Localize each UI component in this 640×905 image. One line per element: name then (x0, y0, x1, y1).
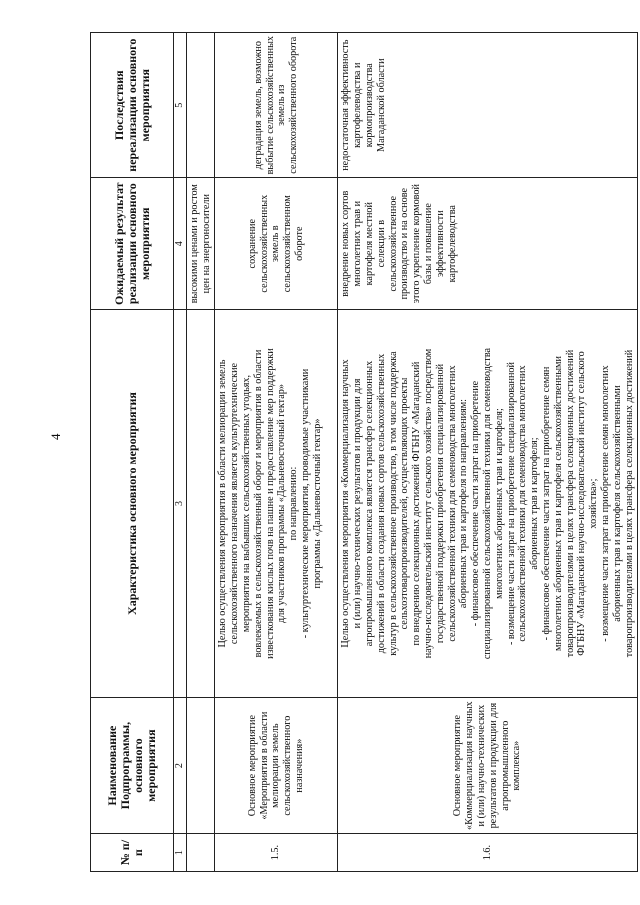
text-line: многолетних абориенных трав и картофеля сельскохозяйственными (552, 356, 564, 651)
header-expected: Ожидаемый результат реализации основного мероприятия (91, 178, 174, 310)
text-line: - культуртехнические мероприятия, проводимые участниками (299, 368, 311, 639)
cell-expected: сохранение сельскохозяйственных земель в сельскохозяйственном обороте (215, 178, 338, 310)
text-line: абориенных трав и картофеля по направлениям: (458, 398, 470, 609)
text-line: мероприятия на выбывших сельскохозяйственных угодьях, (240, 374, 252, 633)
text-line: сельхозтоваропроизводителей, осуществляющих проекты (399, 377, 411, 630)
cell-consequences: недостаточная эффективность картофелеводства и кормопроизводства Магаданской области (338, 33, 638, 178)
text-line: по внедрению селекционных достижений ФГБНУ «Магаданский (411, 361, 423, 646)
table-row-1-5 (215, 33, 338, 872)
cell-num: 1.6. (338, 834, 638, 872)
text-line: по направлению: (288, 466, 300, 541)
program-activities-table (90, 32, 638, 872)
text-line: сельскохозяйственной техники для семеноводства многолетних (517, 365, 529, 642)
header-characteristic: Характеристика основного мероприятия (91, 310, 174, 698)
cell-empty (186, 33, 215, 178)
column-number: 4 (174, 178, 187, 310)
program-table-sheet (90, 32, 635, 872)
cell-characteristic (338, 310, 638, 698)
text-line: известкования кислых почв на пашне и предоставление мер поддержки (264, 348, 276, 659)
text-line: абориенных трав и картофеля сельскохозяйственными (611, 385, 623, 622)
cell-consequences: деградация земель, возможно выбытие сельскохозяйственных земель из сельскохозяйственного оборота (215, 33, 338, 178)
text-line: сельскохозяйственного назначения является культуртехнические (229, 362, 241, 645)
cell-name: Основное мероприятие «Коммерциализация научных и (или) научно-технических результатов и продукции для агропромышленного комплекса» (338, 698, 638, 834)
cell-characteristic (215, 310, 338, 698)
text-line: достижений в области создания новых сортов сельскохозяйственных (375, 353, 387, 654)
cell-num: 1.5. (215, 834, 338, 872)
text-line: вовлекаемых в сельскохозяйственный оборот и мероприятия в области (252, 349, 264, 658)
column-number: 3 (174, 310, 187, 698)
text-line: товаропроизводителями в целях трансфера селекционных достижений (564, 349, 576, 658)
column-number: 1 (174, 834, 187, 872)
text-line: агропромышленного комплекса является трансфер селекционных (363, 360, 375, 647)
text-line: - возмещение части затрат на приобретение семян многолетних (599, 365, 611, 642)
text-line: - финансовое обеспечение части затрат на приобретение (470, 380, 482, 627)
text-line: культур в сельскохозяйственное производство, в том числе поддержка (387, 351, 399, 656)
table-row-1-6 (338, 33, 638, 872)
header-name: Наименование Подпрограммы, основного мероприятия (91, 698, 174, 834)
header-consequences: Последствия нереализации основного мероприятия (91, 33, 174, 178)
cell-empty (186, 698, 215, 834)
column-number: 2 (174, 698, 187, 834)
header-num: № п/п (91, 834, 174, 872)
text-line: товаропроизводителями в целях трансфера селекционных достижений (623, 349, 635, 658)
text-line: многолетних абориенных трав и картофеля; (493, 408, 505, 599)
text-line: сельскохозяйственной техники для семеноводства многолетних (446, 365, 458, 642)
text-line: абориенных трав и картофеля; (529, 437, 541, 570)
column-number-row (174, 33, 187, 872)
cell-empty (186, 310, 215, 698)
text-line: Целью осуществления мероприятия в области мелиорации земель (217, 359, 229, 648)
text-line: хозяйства»; (588, 478, 600, 529)
text-line: для участников программы «Дальневосточный гектар» (276, 384, 288, 623)
text-line: Целью осуществления мероприятия «Коммерциализация научных (340, 359, 352, 648)
column-number: 5 (174, 33, 187, 178)
cell-empty (186, 834, 215, 872)
page-number: 4 (48, 433, 63, 440)
text-line: - возмещение части затрат на приобретение специализированной (505, 362, 517, 646)
table-row-continued (186, 33, 215, 872)
text-line: программы «Дальневосточный гектар» (311, 418, 323, 589)
cell-name: Основное мероприятие «Мероприятия в области мелиорации земель сельскохозяйственного назначения» (215, 698, 338, 834)
text-line: ФГБНУ «Магаданский научно-исследовательский институт сельского (576, 351, 588, 656)
table-header-row (91, 33, 174, 872)
cell-expected-continued: высокими ценами и ростом цен на энергоносители (186, 178, 215, 310)
text-line: и (или) научно-технических результатов и продукции для (352, 378, 364, 629)
text-line: специализированной сельскохозяйственной техники для семеноводства (481, 347, 493, 660)
cell-expected: внедрение новых сортов многолетних трав и картофеля местной селекции в сельскохозяйственное производство и на основе этого укрепление кормовой базы и повышение эффективности картофелеводства (338, 178, 638, 310)
text-line: государственной поддержки приобретения специализированной (434, 363, 446, 644)
text-line: - финансовое обеспечение части затрат на приобретение семян (540, 366, 552, 641)
text-line: научно-исследовательский институт сельского хозяйства» посредством (422, 348, 434, 659)
